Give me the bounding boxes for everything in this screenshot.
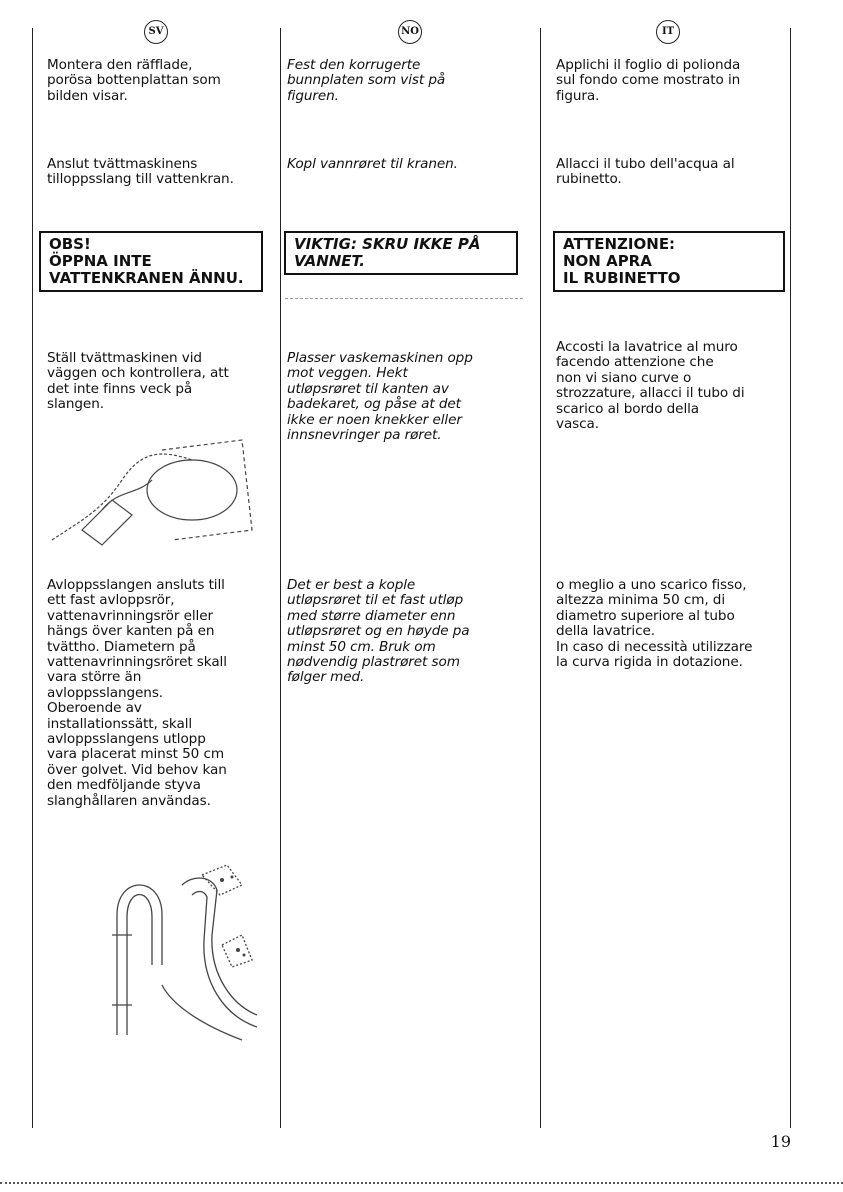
no-warning-box: VIKTIG: SKRU IKKE PÅ VANNET. — [284, 231, 518, 275]
it-step-connect-hose: Allacci il tubo dell'acqua al rubinetto. — [556, 156, 735, 188]
page-number: 19 — [770, 1132, 791, 1151]
sv-step-place-machine: Ställ tvättmaskinen vid väggen och kontrollera, att det inte finns veck på slangen. — [47, 350, 229, 413]
no-step-place-machine: Plasser vaskemaskinen opp mot veggen. Hekt utløpsrøret til kanten av badekaret, og påse at det ikke er noen knekker eller innsnevringer pa røret. — [287, 350, 473, 444]
column-rule-right — [790, 28, 791, 1128]
it-warning-box: ATTENZIONE: NON APRA IL RUBINETTO — [553, 231, 785, 292]
no-step-baseplate: Fest den korrugerte bunnplaten som vist på figuren. — [287, 57, 446, 104]
column-rule-left — [32, 28, 33, 1128]
it-step-drain-hose: o meglio a uno scarico fisso, altezza minima 50 cm, di diametro superiore al tubo della lavatrice. In caso di necessità utilizzare la curva rigida in dotazione. — [556, 577, 753, 671]
no-divider — [285, 298, 523, 299]
sv-step-baseplate: Montera den räfflade, porösa bottenplattan som bilden visar. — [47, 57, 221, 104]
no-step-drain-hose: Det er best a kople utløpsrøret til et fast utløp med større diameter enn utløpsrøret og en høyde pa minst 50 cm. Bruk om nødvendig plastrøret som følger med. — [287, 577, 470, 686]
sv-step-drain-hose: Avloppsslangen ansluts till ett fast avloppsrör, vattenavrinningsrör eller hängs över kanten på en tvättho. Diametern på vattenavrinningsröret skall vara större än avloppsslangens. Oberoende av installationssätt, skall avloppsslangens utlopp vara placerat minst 50 cm över golvet. Vid behov kan den medföljande styva slanghållaren användas. — [47, 577, 227, 809]
lang-badge-it: IT — [656, 20, 680, 44]
lang-badge-no: NO — [398, 20, 422, 44]
column-rule-1 — [280, 28, 281, 1128]
machine-hose-illustration — [42, 420, 267, 570]
bottom-rule — [0, 1182, 843, 1184]
no-step-connect-hose: Kopl vannrøret til kranen. — [287, 156, 458, 172]
lang-badge-sv: SV — [144, 20, 168, 44]
it-step-place-machine: Accosti la lavatrice al muro facendo attenzione che non vi siano curve o strozzature, allacci il tubo di scarico al bordo della vasca. — [556, 339, 745, 433]
drain-hose-holder-illustration — [92, 855, 262, 1055]
sv-warning-box: OBS! ÖPPNA INTE VATTENKRANEN ÄNNU. — [39, 231, 263, 292]
column-rule-2 — [540, 28, 541, 1128]
sv-step-connect-hose: Anslut tvättmaskinens tilloppsslang till vattenkran. — [47, 156, 234, 188]
it-step-baseplate: Applichi il foglio di polionda sul fondo come mostrato in figura. — [556, 57, 741, 104]
